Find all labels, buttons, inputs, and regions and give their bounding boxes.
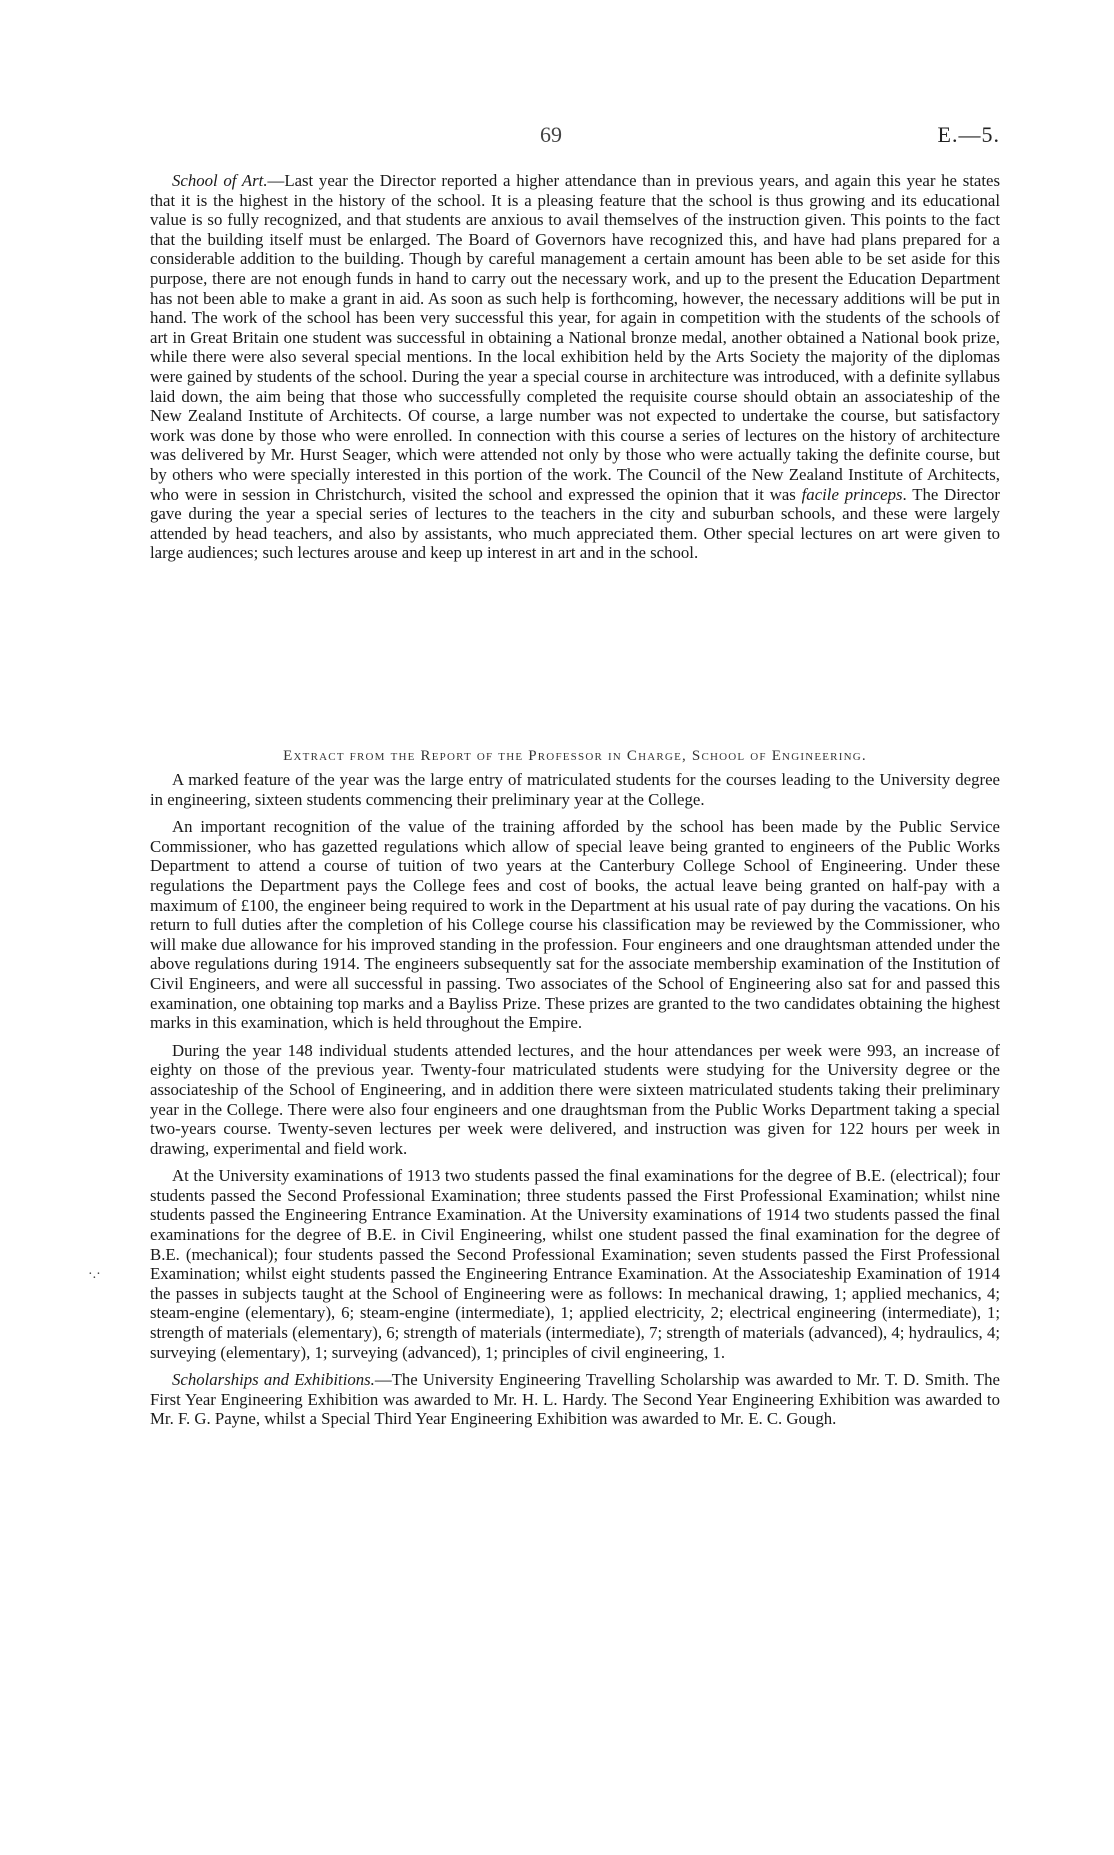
scholarships-text: —The University Engineering Travelling Scholarship was awarded to Mr. T. D. Smith. The First Year Engineering Exhibition was awarded to Mr. H. L. Hardy. The Second Year Engineering Exhibition was awarded to Mr. F. G. Payne, whilst a Special Third Year Engineering Exhibition was awarded to Mr. E. C. Gough. [150, 1370, 1000, 1429]
engineering-paragraph-entry: A marked feature of the year was the large entry of matriculated students for the courses leading to the University degree in engineering, sixteen students commencing their preliminary year at the College. [150, 770, 1000, 809]
school-of-art-text-part1: —Last year the Director reported a higher attendance than in previous years, and again this year he states that it is the highest in the history of the school. It is a pleasing feature that the school is thus growing and its educational value is so fully recognized, and that students are anxious to avail themselves of the instruction given. This points to the fact that the building itself must be enlarged. The Board of Governors have recognized this, and have had plans prepared for a considerable addition to the building. Though by careful management a certain amount has been able to be set aside for this purpose, there are not enough funds in hand to carry out the necessary work, and up to the present the Education Department has not been able to make a grant in aid. As soon as such help is forthcoming, however, the necessary additions will be put in hand. The work of the school has been very successful this year, for again in competition with the students of the schools of art in Great Britain one student was successful in obtaining a National bronze medal, another obtained a National book prize, while there were also several special mentions. In the local exhibition held by the Arts Society the majority of the diplomas were gained by students of the school. During the year a special course in architecture was introduced, with a definite syllabus laid down, the aim being that those who successfully completed the requisite course should obtain an associateship of the New Zealand Institute of Architects. Of course, a large number was not expected to undertake the course, but satisfactory work was done by those who were enrolled. In connection with this course a series of lectures on the history of architecture was delivered by Mr. Hurst Seager, which were attended not only by those who were actually taking the definite course, but by others who were specially interested in this portion of the work. The Council of the New Zealand Institute of Architects, who were in session in Christchurch, visited the school and expressed the opinion that it was [150, 171, 1000, 504]
scholarships-title: Scholarships and Exhibitions. [172, 1370, 375, 1390]
engineering-paragraph-attendance: During the year 148 individual students attended lectures, and the hour attendances per week were 993, an increase of eighty on those of the previous year. Twenty-four matriculated students were studying for the University degree or the associateship of the School of Engineering, and in addition there were sixteen matriculated students taking their preliminary year in the College. There were also four engineers and one draughtsman from the Public Works Department taking a special two-years course. Twenty-seven lectures per week were delivered, and instruction was given for 122 hours per week in drawing, experimental and field work. [150, 1040, 1000, 1158]
scholarships-paragraph [150, 1370, 1000, 1429]
school-of-art-section [150, 171, 1000, 563]
document-reference: E.—5. [937, 122, 1000, 147]
engineering-section [150, 770, 1000, 1437]
school-of-art-paragraph [150, 171, 1000, 563]
school-of-art-title: School of Art. [172, 171, 268, 190]
engineering-section-heading: Extract from the Report of the Professor in Charge, School of Engineering. [283, 748, 867, 764]
page-number: 69 [540, 122, 562, 147]
engineering-paragraph-examinations: At the University examinations of 1913 two students passed the final examinations for the degree of B.E. (electrical); four students passed the Second Professional Examination; three students passed the First Professional Examination; whilst nine students passed the Engineering Entrance Examination. At the University examinations of 1914 two students passed the final examinations for the degree of B.E. in Civil Engineering, whilst one student passed the final examination for the degree of B.E. (mechanical); four students passed the Second Professional Examination; seven students passed the First Professional Examination; whilst eight students passed the Engineering Entrance Examination. At the Associateship Examination of 1914 the passes in subjects taught at the School of Engineering were as follows: In mechanical drawing, 1; applied mechanics, 4; steam-engine (elementary), 6; steam-engine (intermediate), 1; applied electricity, 2; electrical engineering (intermediate), 1; strength of materials (elementary), 6; strength of materials (intermediate), 7; strength of materials (advanced), 4; hydraulics, 4; surveying (elementary), 1; surveying (advanced), 1; principles of civil engineering, 1. [150, 1166, 1000, 1362]
margin-mark: ·.· [88, 1267, 101, 1282]
engineering-paragraph-recognition: An important recognition of the value of the training afforded by the school has been made by the Public Service Commissioner, who has gazetted regulations which allow of special leave being granted to engineers of the Public Works Department to attend a course of tuition of two years at the Canterbury College School of Engineering. Under these regulations the Department pays the College fees and cost of books, the actual leave being granted on half-pay with a maximum of £100, the engineer being required to work in the Department at his usual rate of pay during the vacations. On his return to full duties after the completion of his College course his classification may be reviewed by the Commissioner, who will make due allowance for his improved standing in the profession. Four engineers and one draughtsman attended under the above regulations during 1914. The engineers subsequently sat for the associate membership examination of the Institution of Civil Engineers, and were all successful in passing. Two associates of the School of Engineering also sat for and passed this examination, one obtaining top marks and a Bayliss Prize. These prizes are granted to the two candidates obtaining the highest marks in this examination, which is held throughout the Empire. [150, 817, 1000, 1033]
school-of-art-text-part2: . The Director gave during the year a special series of lectures to the teachers in the city and suburban schools, and these were largely attended by head teachers, and also by assistants, who much appreciated them. Other special lectures on art were given to large audiences; such lectures arouse and keep up interest in art and in the school. [150, 484, 1001, 563]
latin-phrase: facile princeps [801, 484, 903, 504]
page-header [150, 122, 1000, 152]
